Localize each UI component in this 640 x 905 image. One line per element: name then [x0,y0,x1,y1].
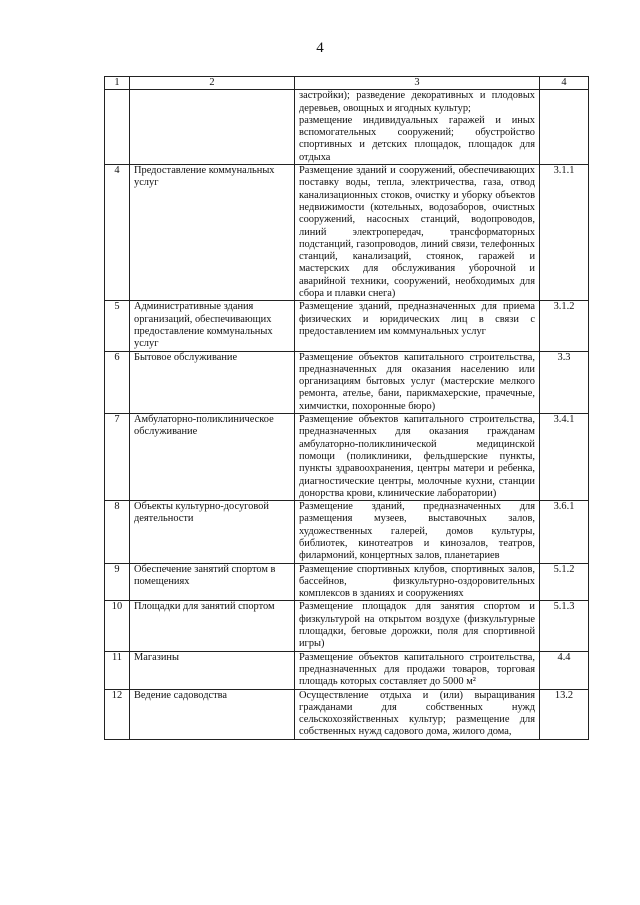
description-paragraph: Осуществление отдыха и (или) выращивания гражданами для собственных нужд сельскохозяйственных культур; размещение для собственных нужд садового дома, жилого дома, [299,689,535,738]
use-type-name-cell: Амбулаторно-поликлиническое обслуживание [130,414,295,501]
table-row [105,689,589,739]
table-row [105,165,589,301]
land-use-table [104,76,589,740]
row-number-cell: 6 [105,351,130,413]
classifier-code-cell: 3.4.1 [540,414,589,501]
use-description-cell [295,563,540,601]
header-cell-1: 1 [105,77,130,90]
classifier-code-cell [540,90,589,165]
row-number-cell: 9 [105,563,130,601]
classifier-code-cell: 3.1.2 [540,301,589,351]
use-type-name-cell: Ведение садоводства [130,689,295,739]
classifier-code-cell: 5.1.2 [540,563,589,601]
description-paragraph: Размещение зданий, предназначенных для размещения музеев, выставочных залов, художественных галерей, домов культуры, библиотек, кинотеатров и кинозалов, театров, филармоний, концертных залов, планетариев [299,501,535,562]
header-cell-2: 2 [130,77,295,90]
use-type-name-cell: Предоставление коммунальных услуг [130,165,295,301]
classifier-code-cell: 4.4 [540,651,589,689]
header-cell-4: 4 [540,77,589,90]
classifier-code-cell: 13.2 [540,689,589,739]
use-description-cell [295,165,540,301]
use-description-cell [295,651,540,689]
use-description-cell [295,601,540,651]
table-header-row [105,77,589,90]
use-description-cell [295,90,540,165]
table-row [105,301,589,351]
row-number-cell: 5 [105,301,130,351]
description-paragraph: Размещение зданий, предназначенных для приема физических и юридических лиц в связи с предоставлением им коммунальных услуг [299,301,535,337]
row-number-cell: 12 [105,689,130,739]
use-type-name-cell: Магазины [130,651,295,689]
table-row [105,90,589,165]
table-row [105,563,589,601]
use-description-cell [295,301,540,351]
use-description-cell [295,501,540,563]
use-type-name-cell: Бытовое обслуживание [130,351,295,413]
row-number-cell: 7 [105,414,130,501]
description-paragraph: Размещение площадок для занятия спортом и физкультурой на открытом воздухе (физкультурные площадки, беговые дорожки, поля для спортивной игры) [299,601,535,650]
description-paragraph: Размещение зданий и сооружений, обеспечивающих поставку воды, тепла, электричества, газа, отвод канализационных стоков, очистку и уборку объектов недвижимости (котельных, водозаборов, очистных сооружений, насосных станций, водопроводов, линий электропередач, трансформаторных подстанций, газопроводов, линий связи, телефонных станций, канализаций, стоянок, гаражей и мастерских для обслуживания уборочной и аварийной техники, сооружений, необходимых для сбора и плавки снега) [299,165,535,300]
row-number-cell: 8 [105,501,130,563]
row-number-cell: 11 [105,651,130,689]
row-number-cell [105,90,130,165]
table-row [105,601,589,651]
classifier-code-cell: 3.3 [540,351,589,413]
header-cell-3: 3 [295,77,540,90]
use-type-name-cell: Административные здания организаций, обеспечивающих предоставление коммунальных услуг [130,301,295,351]
row-number-cell: 4 [105,165,130,301]
table-row [105,351,589,413]
use-description-cell [295,689,540,739]
use-description-cell [295,414,540,501]
description-paragraph: Размещение спортивных клубов, спортивных залов, бассейнов, физкультурно-оздоровительных комплексов в зданиях и сооружениях [299,563,535,600]
table-row [105,501,589,563]
description-paragraph: Размещение объектов капитального строительства, предназначенных для продажи товаров, торговая площадь которых составляет до 5000 м² [299,651,535,688]
description-paragraph: Размещение объектов капитального строительства, предназначенных для оказания гражданам амбулаторно-поликлинической медицинской помощи (поликлиники, фельдшерские пункты, пункты здравоохранения, центры матери и ребенка, диагностические центры, молочные кухни, станции донорства крови, клинические лаборатории) [299,414,535,499]
table-body [105,77,589,740]
classifier-code-cell: 3.1.1 [540,165,589,301]
use-type-name-cell: Объекты культурно-досуговой деятельности [130,501,295,563]
use-description-cell [295,351,540,413]
row-number-cell: 10 [105,601,130,651]
description-paragraph: Размещение объектов капитального строительства, предназначенных для оказания населению или организациям бытовых услуг (мастерские мелкого ремонта, ателье, бани, парикмахерские, прачечные, химчистки, похоронные бюро) [299,351,535,412]
use-type-name-cell [130,90,295,165]
classifier-code-cell: 3.6.1 [540,501,589,563]
use-type-name-cell: Обеспечение занятий спортом в помещениях [130,563,295,601]
table-row [105,651,589,689]
classifier-code-cell: 5.1.3 [540,601,589,651]
page-number: 4 [316,40,324,56]
description-paragraph: застройки); разведение декоративных и плодовых деревьев, овощных и ягодных культур; [299,90,535,114]
description-paragraph: размещение индивидуальных гаражей и иных вспомогательных сооружений; обустройство спортивных и детских площадок, площадок для отдыха [299,114,535,163]
table-row [105,414,589,501]
use-type-name-cell: Площадки для занятий спортом [130,601,295,651]
